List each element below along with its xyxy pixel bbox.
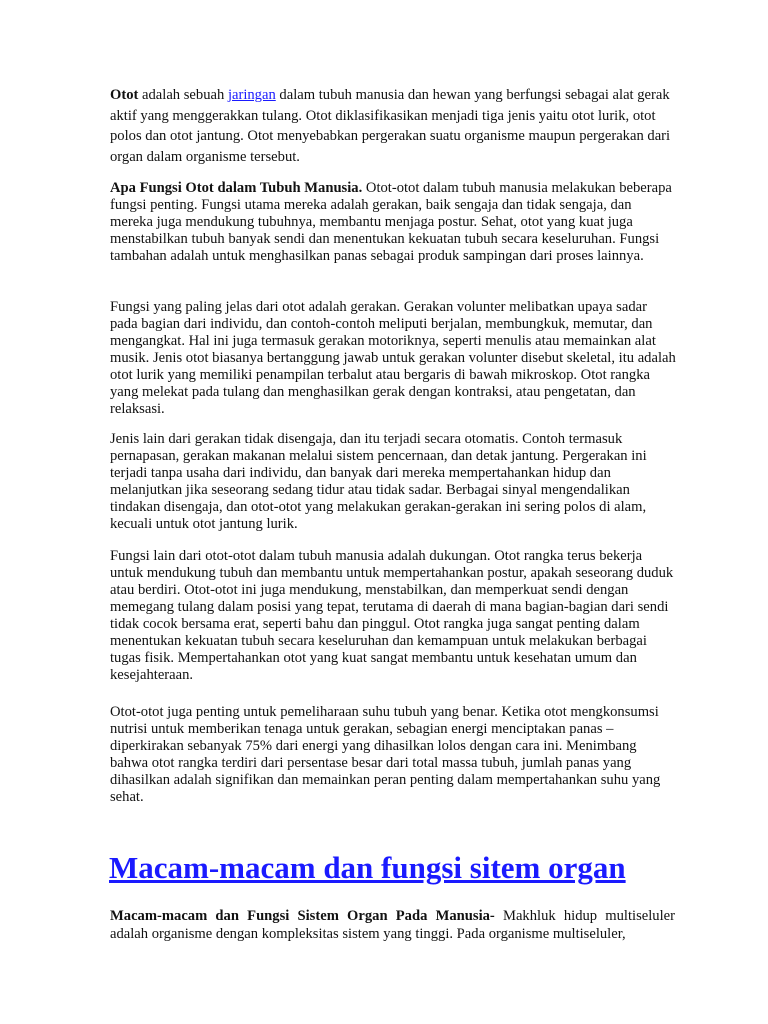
organ-systems-lead: Macam-macam dan Fungsi Sistem Organ Pada Manusia-	[110, 908, 495, 924]
jaringan-link[interactable]: jaringan	[227, 87, 276, 103]
intro-pre-link-text: adalah sebuah	[138, 87, 228, 103]
muscle-function-paragraph	[110, 180, 678, 265]
organ-systems-text: Makhluk hidup multiseluler adalah organisme dengan kompleksitas sistem yang tinggi. Pada organisme multiseluler,	[110, 908, 675, 942]
intro-post-link-text: dalam tubuh manusia dan hewan yang berfungsi sebagai alat gerak aktif yang menggerakkan tulang. Otot diklasifikasikan menjadi tiga jenis yaitu otot lurik, otot polos dan otot jantung. Otot menyebabkan pergerakan suatu organisme maupun pergerakan dari organ dalam organisme tersebut.	[110, 87, 671, 165]
intro-term: Otot	[110, 87, 139, 103]
movement-paragraph: Fungsi yang paling jelas dari otot adalah gerakan. Gerakan volunter melibatkan upaya sadar pada bagian dari individu, dan contoh-contoh meliputi berjalan, membungkuk, memutar, dan mengangkat. Hal ini juga termasuk gerakan motoriknya, seperti menulis atau memainkan alat musik. Jenis otot biasanya bertanggung jawab untuk gerakan volunter disebut skeletal, itu adalah otot lurik yang memiliki penampilan terbalut atau bergaris di bawah mikroskop. Otot rangka yang melekat pada tulang dan menghasilkan gerak dengan kontraksi, atau pengetatan, dan relaksasi.	[110, 299, 676, 417]
organ-systems-paragraph	[110, 907, 675, 943]
muscle-function-text: Otot-otot dalam tubuh manusia melakukan beberapa fungsi penting. Fungsi utama mereka adalah gerakan, baik sengaja dan tidak sengaja, dan mereka juga mendukung tubuhnya, membantu menjaga postur. Sehat, otot yang kuat juga menstabilkan tubuh banyak sendi dan menentukan kekuatan tubuh secara keseluruhan. Fungsi tambahan adalah untuk menghasilkan panas sebagai produk sampingan dari proses lainnya.	[110, 180, 672, 264]
organ-systems-heading[interactable]: Macam-macam dan fungsi sitem organ	[109, 850, 626, 885]
support-paragraph: Fungsi lain dari otot-otot dalam tubuh manusia adalah dukungan. Otot rangka terus bekerja untuk mendukung tubuh dan membantu untuk mempertahankan postur, apakah seseorang duduk atau berdiri. Otot-otot ini juga mendukung, menstabilkan, dan memperkuat sendi dengan memegang tulang dalam posisi yang tepat, terutama di daerah di mana bagian-bagian dari sendi tidak cocok bersama erat, seperti bahu dan pinggul. Otot rangka juga sangat penting dalam menentukan kekuatan tubuh secara keseluruhan dan kemampuan untuk melakukan berbagai tugas fisik. Mempertahankan otot yang kuat sangat membantu untuk kesehatan umum dan kesejahteraan.	[110, 548, 674, 683]
intro-paragraph	[110, 85, 678, 167]
involuntary-movement-paragraph: Jenis lain dari gerakan tidak disengaja, dan itu terjadi secara otomatis. Contoh termasuk pernapasan, gerakan makanan melalui sistem pencernaan, dan detak jantung. Pergerakan ini terjadi tanpa usaha dari individu, dan banyak dari mereka mempertahankan hidup dan melanjutkan jika seseorang sedang tidur atau tidak sadar. Berbagai sinyal mengendalikan tindakan disengaja, dan otot-otot yang melakukan gerakan-gerakan ini sering polos di alam, kecuali untuk otot jantung lurik.	[110, 431, 647, 532]
muscle-function-lead: Apa Fungsi Otot dalam Tubuh Manusia.	[110, 180, 363, 196]
temperature-paragraph: Otot-otot juga penting untuk pemeliharaan suhu tubuh yang benar. Ketika otot mengkonsumsi nutrisi untuk memberikan tenaga untuk gerakan, sebagian energi menciptakan panas – diperkirakan sebanyak 75% dari energi yang dihasilkan lolos dengan cara ini. Menimbang bahwa otot rangka terdiri dari persentase besar dari total massa tubuh, jumlah panas yang dihasilkan adalah signifikan dan memainkan peran penting dalam mempertahankan suhu yang sehat.	[110, 704, 661, 805]
